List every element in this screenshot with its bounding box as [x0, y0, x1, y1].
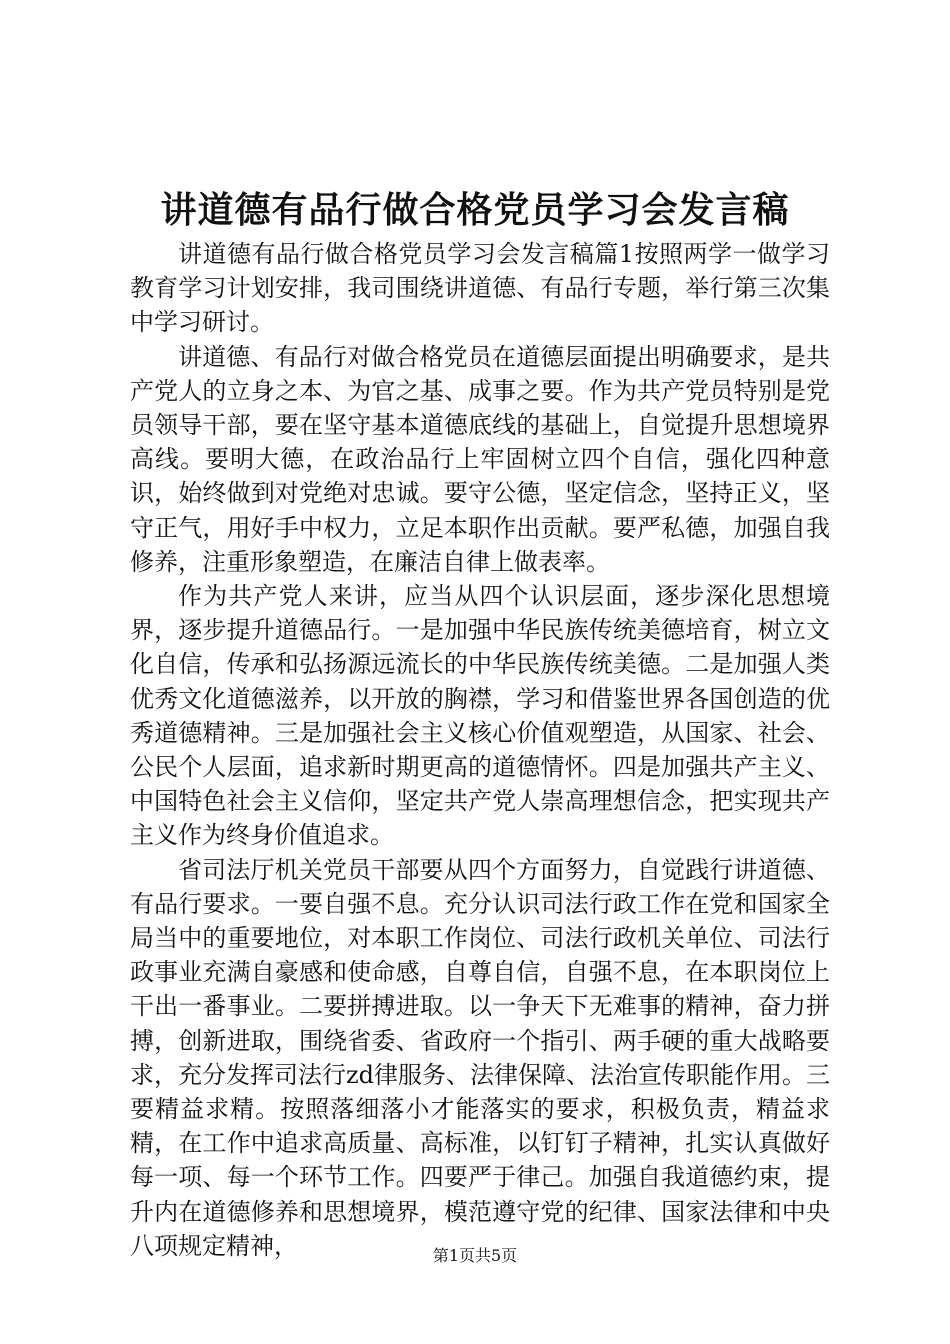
document-body — [130, 237, 830, 1263]
paragraph-3: 作为共产党人来讲，应当从四个认识层面，逐步深化思想境界，逐步提升道德品行。一是加强中华民族传统美德培育，树立文化自信，传承和弘扬源远流长的中华民族传统美德。二是加强人类优秀文化道德滋养，以开放的胸襟，学习和借鉴世界各国创造的优秀道德精神。三是加强社会主义核心价值观塑造，从国家、社会、公民个人层面，追求新时期更高的道德情怀。四是加强共产主义、中国特色社会主义信仰，坚定共产党人崇高理想信念，把实现共产主义作为终身价值追求。 — [130, 582, 830, 850]
paragraph-1: 讲道德有品行做合格党员学习会发言稿篇1按照两学一做学习教育学习计划安排，我司围绕讲道德、有品行专题，举行第三次集中学习研讨。 — [130, 240, 830, 337]
paragraph-4: 省司法厅机关党员干部要从四个方面努力，自觉践行讲道德、有品行要求。一要自强不息。充分认识司法行政工作在党和国家全局当中的重要地位，对本职工作岗位、司法行政机关单位、司法行政事业充满自豪感和使命感，自尊自信，自强不息，在本职岗位上干出一番事业。二要拼搏进取。以一争天下无难事的精神，奋力拼搏，创新进取，围绕省委、省政府一个指引、两手硬的重大战略要求，充分发挥司法行zd律服务、法律保障、法治宣传职能作用。三要精益求精。按照落细落小才能落实的要求，积极负责，精益求精，在工作中追求高质量、高标准，以钉钉子精神，扎实认真做好每一项、每一个环节工作。四要严于律己。加强自我道德约束，提升内在道德修养和思想境界，模范遵守党的纪律、国家法律和中央八项规定精神， — [130, 855, 831, 1260]
paragraph-2: 讲道德、有品行对做合格党员在道德层面提出明确要求，是共产党人的立身之本、为官之基、成事之要。作为共产党员特别是党员领导干部，要在坚守基本道德底线的基础上，自觉提升思想境界高线。要明大德，在政治品行上牢固树立四个自信，强化四种意识，始终做到对党绝对忠诚。要守公德，坚定信念，坚持正义，坚守正气，用好手中权力，立足本职作出贡献。要严私德，加强自我修养，注重形象塑造，在廉洁自律上做表率。 — [130, 342, 830, 576]
page-total: 共5页 — [475, 1246, 518, 1265]
page-number: 第1页 — [432, 1246, 475, 1265]
page-footer — [0, 1244, 950, 1268]
document-title: 讲道德有品行做合格党员学习会发言稿 — [160, 189, 790, 231]
